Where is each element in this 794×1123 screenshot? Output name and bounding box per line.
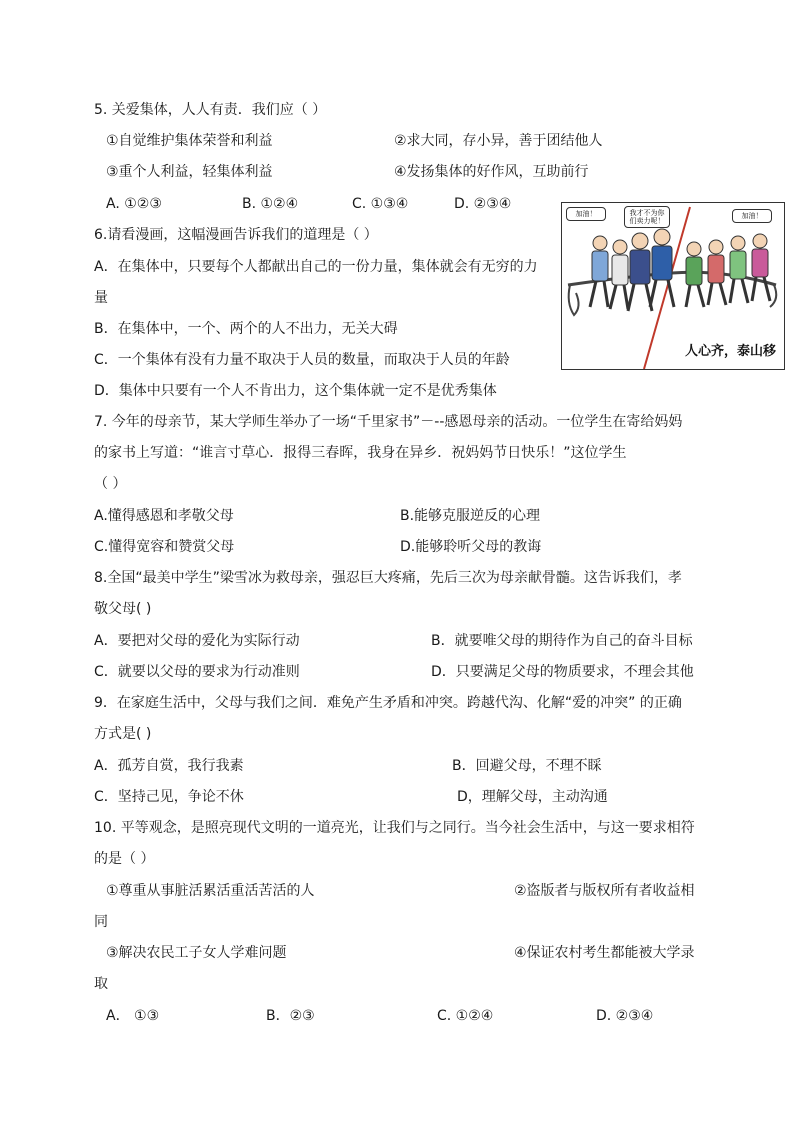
- q5-stem: 5. 关爱集体，人人有责．我们应（ ）: [94, 102, 327, 118]
- q8-option-a: A．要把对父母的爱化为实际行动: [94, 633, 300, 649]
- q10-stem-line1: 10. 平等观念，是照亮现代文明的一道亮光，让我们与之同行。当今社会生活中，与这一要求相符: [94, 820, 695, 836]
- q5-choice-d: D. ②③④: [454, 196, 512, 212]
- q7-stem-line2: 的家书上写道：“谁言寸草心．报得三春晖，我身在异乡．祝妈妈节日快乐！”这位学生: [94, 445, 627, 461]
- q7-stem-line1: 7. 今年的母亲节，某大学师生举办了一场“千里家书”－--感恩母亲的活动。一位学生在寄给妈妈: [94, 414, 683, 430]
- q10-choice-d: D. ②③④: [596, 1008, 654, 1024]
- q6-option-a-line2: 量: [94, 290, 108, 306]
- q5-option-4: ④发扬集体的好作风，互助前行: [394, 164, 589, 180]
- q10-stem-line2: 的是（ ）: [94, 851, 155, 867]
- q8-option-d: D．只要满足父母的物质要求，不理会其他: [431, 664, 694, 680]
- q9-option-d: D，理解父母，主动沟通: [457, 789, 608, 805]
- speech-bubble-right: 加油！: [732, 209, 772, 223]
- q6-option-d: D．集体中只要有一个人不肯出力，这个集体就一定不是优秀集体: [94, 383, 497, 399]
- q9-stem-line1: 9．在家庭生活中，父母与我们之间．难免产生矛盾和冲突。跨越代沟、化解“爱的冲突” 的正确: [94, 695, 682, 711]
- speech-bubble-left: 加油！: [566, 207, 606, 221]
- q6-stem: 6.请看漫画，这幅漫画告诉我们的道理是（ ）: [94, 227, 378, 243]
- q10-option-4-cont: 取: [94, 976, 108, 992]
- q6-option-a-line1: A．在集体中，只要每个人都献出自己的一份力量，集体就会有无穷的力: [94, 259, 538, 275]
- q10-choice-c: C. ①②④: [437, 1008, 494, 1024]
- q9-option-a: A．孤芳自赏，我行我素: [94, 758, 244, 774]
- tug-of-war-cartoon: [561, 202, 785, 370]
- q5-option-3: ③重个人利益，轻集体利益: [106, 164, 273, 180]
- q10-choice-b: B．②③: [266, 1008, 315, 1024]
- q10-option-4: ④保证农村考生都能被大学录: [514, 945, 695, 961]
- q7-option-b: B.能够克服逆反的心理: [400, 508, 541, 524]
- q9-stem-line2: 方式是( ): [94, 726, 152, 742]
- q5-choice-b: B. ①②④: [242, 196, 299, 212]
- speech-bubble-middle: 我才不为你们卖力呢！: [624, 206, 670, 228]
- q9-option-b: B．回避父母，不理不睬: [452, 758, 602, 774]
- q10-option-1: ①尊重从事脏活累活重活苦活的人: [106, 883, 315, 899]
- q10-choice-a: A． ①③: [106, 1008, 160, 1024]
- q9-option-c: C．坚持己见，争论不休: [94, 789, 244, 805]
- left-team-figures: [590, 229, 674, 311]
- q8-stem-line1: 8.全国“最美中学生”梁雪冰为救母亲，强忍巨大疼痛，先后三次为母亲献骨髓。这告诉我们，孝: [94, 570, 682, 586]
- q8-stem-line2: 敬父母( ): [94, 601, 152, 617]
- q7-stem-line3: （ ）: [94, 476, 127, 492]
- q10-option-3: ③解决农民工子女人学难问题: [106, 945, 287, 961]
- q10-option-2: ②盗版者与版权所有者收益相: [514, 883, 695, 899]
- q5-choice-c: C. ①③④: [352, 196, 409, 212]
- cartoon-caption: 人心齐，泰山移: [684, 344, 776, 359]
- q10-option-2-cont: 同: [94, 914, 108, 930]
- q7-option-a: A.懂得感恩和孝敬父母: [94, 508, 234, 524]
- q6-option-b: B．在集体中，一个、两个的人不出力，无关大碍: [94, 321, 398, 337]
- q5-option-1: ①自觉维护集体荣誉和利益: [106, 133, 273, 149]
- q6-option-c: C．一个集体有没有力量不取决于人员的数量，而取决于人员的年龄: [94, 352, 510, 368]
- q8-option-c: C．就要以父母的要求为行动准则: [94, 664, 300, 680]
- q7-option-d: D.能够聆听父母的教诲: [400, 539, 542, 555]
- right-team-figures: [686, 234, 770, 307]
- q5-choice-a: A. ①②③: [106, 196, 162, 212]
- q7-option-c: C.懂得宽容和赞赏父母: [94, 539, 235, 555]
- q8-option-b: B．就要唯父母的期待作为自己的奋斗目标: [431, 633, 693, 649]
- q5-option-2: ②求大同，存小异，善于团结他人: [394, 133, 603, 149]
